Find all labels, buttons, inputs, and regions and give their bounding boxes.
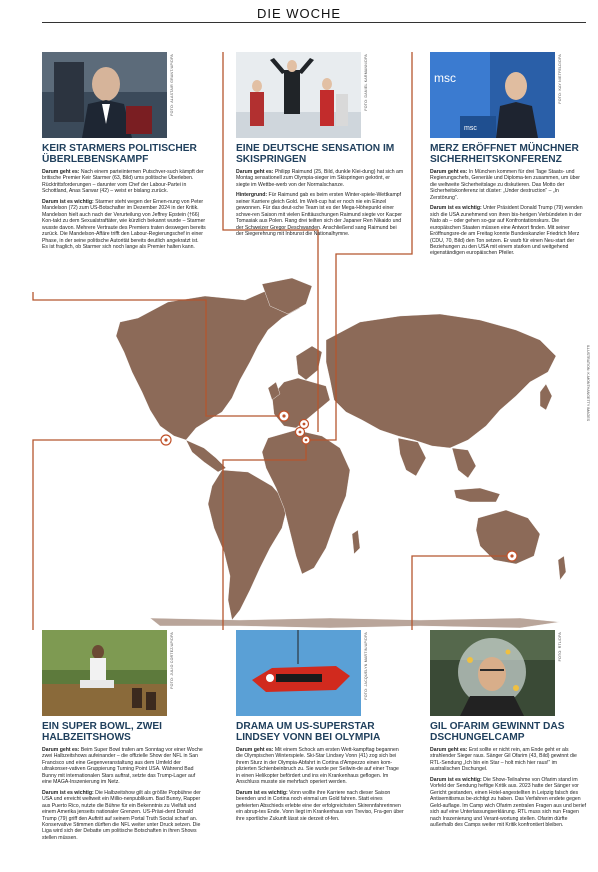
lead-label: Darum geht es: [42, 747, 80, 753]
photo-ofarim [430, 630, 555, 716]
article-skispringen [236, 52, 404, 242]
lead-label: Darum geht es: [236, 169, 274, 175]
page-title: DIE WOCHE [256, 6, 342, 21]
article-ofarim [430, 630, 586, 832]
body-text: In München kommen für drei Tage Staats- und Regierungschefs, Generäle und Diploma-ten zusammen, um über die weltweite Sicherheitslage zu diskutieren. Das Motto der Sicherheitskonferenz ist düster: „Under destruction“ – „In Zerstörung“. [430, 169, 581, 201]
photo-credit-skispringen: FOTO: DANIEL KARMANN/DPA [364, 54, 368, 111]
body-superbowl-1 [42, 747, 206, 786]
land-new-zealand [558, 556, 566, 580]
connector-superbowl [33, 440, 166, 630]
article-superbowl [42, 630, 206, 845]
headline-merz: MERZ ERÖFFNET MÜNCHNER SICHERHEITSKONFERENZ [430, 143, 579, 165]
lead-label: Hintergrund: [236, 192, 268, 199]
body-ofarim-1 [430, 747, 586, 773]
article-merz [430, 52, 586, 261]
body-text: Nach einem parteiinternen Putschver-such kämpft der britische Premier Keir Starmer (63, Bild) ums politische Überleben. Rücktrittsforderungen – darunter vom Chef der Labour-Partei in Schottland, Anas Sarwar (42) – weist er bislang zurück. [42, 169, 204, 195]
headline-starmer: KEIR STARMERS POLITISCHER ÜBERLEBENSKAMPF [42, 143, 197, 165]
photo-credit-merz: FOTO: KAY NIETFELD/DPA [558, 54, 562, 104]
lead-label: Darum geht es: [236, 747, 274, 753]
article-vonn [236, 630, 404, 826]
photo-credit-superbowl: FOTO: JULIO CORTEZ/AP/DPA [170, 632, 174, 689]
land-india [398, 438, 426, 476]
body-text: Für Raimund gab es beim ersten Winter-spiele-Wettkampf seiner Karriere gleich Gold. Im Welt-cup hat er noch nie ein Einzel gewonnen. Für das deut-sche Team ist es der Mega-Höhepunkt einer schwe-ren Saison mit vielen Enttäuschungen Raimund siegte vor Kacper Tomasiak aus Polen. Rang drei teilten sich der Japaner Ren Nikaido und der Schweizer Gregor Deschwanden. Anschließend sang Raimund bei der Siegerehrung mit Inbrunst die Nationalhymne. [236, 192, 403, 238]
body-merz-2 [430, 205, 586, 257]
body-text: Die Show-Teilnahme von Ofarim stand im Vorfeld der Sendung heftige Kritik aus. 2023 hatte der Sänger vor Gericht gestanden, einen Hotel-angestellten in Leipzig falsch des Antisemitismus be-zichtigt zu haben. Das Verfahren endete gegen Geld-auflage. Im Camp wich Ofarim zentralen Fragen aus und berief sich auf eine Unterlassungserklärung. RTL muss sich nun Fragen nach Inszenierung und Verant-wortung stellen. Ofarim dürfte außerhalb des Camps weiter mit Kritik konfrontiert bleiben. [430, 776, 587, 828]
headline-vonn: DRAMA UM US-SUPERSTAR LINDSEY VONN BEI OLYMPIA [236, 721, 381, 743]
land-north-america [116, 290, 300, 440]
photo-credit-ofarim: FOTO: RTL/DPA [558, 632, 562, 662]
photo-credit-starmer: FOTO: ALASTAIR GRANT/AP/DPA [170, 54, 174, 116]
lead-label: Darum ist es wichtig: [430, 776, 482, 783]
lead-label: Darum geht es: [430, 747, 468, 753]
headline-ofarim: GIL OFARIM GEWINNT DAS DSCHUNGELCAMP [430, 721, 565, 743]
photo-vonn [236, 630, 361, 716]
body-text: Mit einem Schock am ersten Wett-kampftag begannen die Olympischen Winterspiele. Ski-Star Lindsey Vonn (41) zog sich bei ihrem Sturz in der Olympia-Abfahrt in Cortina d'Ampezzo einen kom-plizierten Schienbeinbruch zu. Sie wurde per Seilwin-de auf einer Trage in einen Helikopter befördert und ins ein Krankenhaus geflogen. Im Anschluss musste sie mehrfach operiert werden. [236, 747, 399, 786]
land-south-america [208, 470, 288, 620]
body-text: Beim Super Bowl trafen am Sonntag vor einer Woche zwei Halbzeitshows aufeinander – die offizielle Show der NFL in San Francisco und eine Gegenveranstaltung aus dem Umfeld der ultrakonser-vativen Gruppierung Turning Point USA. Während Bad Bunny mit internationalen Stars auftrat, setzte das Trump-Lager auf eine MAGA-Inszenierung im Netz. [42, 747, 203, 786]
body-text: Philipp Raimund (25, Bild, dunkle Klei-dung) hat sich am Montag sensationell zum Olympia-sieger im Skispringen gekrönt, er siegte im Wettbe-werb von der Normalschanze. [236, 169, 404, 188]
land-japan [540, 384, 552, 410]
body-vonn-2 [236, 790, 404, 822]
body-text: Unter Präsident Donald Trump (79) wenden sich die USA zunehmend von ihren bis-herigen Verbündeten in der Nato ab – oder gehen so-gar auf Konfrontationskurs. Die europäischen Staaten müssen eine Antwort finden. Mit seiner Eröffnungsre-de am Freitag konnte Bundeskanzler Friedrich Merz (CDU, 70, Bild) den Ton setzen. Er warb für einen Neu-start der Beziehungen zu den USA mit einem starken und weitgehend eigenständigen europäischen Pfeiler. [430, 205, 583, 257]
land-asia [326, 314, 556, 448]
body-starmer-1 [42, 169, 206, 195]
svg-text:msc: msc [434, 71, 456, 85]
lead-label: Darum ist es wichtig: [42, 789, 94, 796]
lead-label: Darum ist es wichtig: [430, 205, 482, 212]
lead-label: Darum ist es wichtig: [236, 789, 288, 796]
lead-label: Darum geht es: [42, 169, 80, 175]
body-vonn-1 [236, 747, 404, 786]
headline-superbowl: EIN SUPER BOWL, ZWEI HALBZEITSHOWS [42, 721, 162, 743]
body-merz-1 [430, 169, 586, 201]
svg-text:msc: msc [464, 125, 477, 132]
illustration-credit: ILLUSTRATION: K-MONTHANGETTY IMAGES [586, 345, 590, 422]
body-text: Starmer steht wegen der Ernen-nung von Peter Mandelson (72) zum US-Botschafter im Dezember 2024 in der Kritik. Mandelson hielt auch nach der Verurteilung von Jeffrey Epstein (†66) Kon-takt zu dem Sexualstraftäter, wie kürzlich bekannt wurde – Starmer wusste davon. Mehrere Vertraute des Premiers traten deswegen bereits zurück. Die Mandelson-Affäre trifft den Labour-Regierungschef in einer Phase, in der seine politische Autorität bereits deutlich angekratzt ist. Es ist fraglich, ob Starmer sich noch lange als Premier halten kann. [42, 198, 206, 250]
photo-credit-vonn: FOTO: JACQUELYN MARTIN/AP/DPA [364, 632, 368, 700]
map-land [116, 278, 566, 628]
photo-skispringen [236, 52, 361, 138]
photo-superbowl [42, 630, 167, 716]
body-skispringen-1 [236, 169, 404, 188]
lead-label: Darum ist es wichtig: [42, 198, 94, 205]
body-ofarim-2 [430, 777, 586, 829]
land-madagascar [352, 530, 360, 554]
land-antarctica [150, 618, 560, 628]
photo-merz [430, 52, 555, 138]
headline-skispringen: EINE DEUTSCHE SENSATION IM SKISPRINGEN [236, 143, 395, 165]
body-superbowl-2 [42, 790, 206, 842]
photo-starmer [42, 52, 167, 138]
body-text: Vonn wollte ihre Karriere nach dieser Saison beenden und in Cortina noch einmal um Gold fahren. Statt eines gefeierten Abschieds erlebte eine der erfolgreichsten Skirennfahrerinnen ein abrup-tes Ende. Vonn liegt im Krankenhaus von Treviso, Fra-gen über ihre sportliche Zukunft lässt sie derzeit of-fen. [236, 789, 404, 822]
land-southeast-asia [452, 448, 476, 478]
body-text: Die Halbzeitshow gilt als größte Popbühne der USA und erreicht weltweit ein Millio-nenpublikum. Bad Bunny, Rapper aus Puerto Rico, nutzte die Bühne für ein Bekenntnis zu Vielfalt und einem Amerika jenseits nationaler Grenzen. US-Präsi-dent Donald Trump (79) griff den Auftritt auf seinem Portal Truth Social scharf an. Konservative Stimmen dürften die NFL weiter unter Druck setzen. Die Liga wird sich der Debatte um politische Botschaften in ihren Shows stellen müssen. [42, 789, 201, 841]
lead-label: Darum geht es: [430, 169, 468, 175]
land-indonesia [454, 488, 500, 502]
body-starmer-2 [42, 199, 206, 251]
body-skispringen-2 [236, 192, 404, 237]
article-starmer [42, 52, 206, 254]
body-text: Erst sollte er nicht rein, am Ende geht er als strahlender Sieger raus. Sänger Gil Ofarim (43, Bild) gewinnt die RTL-Sendung „Ich bin ein Star – holt mich hier raus!“ im australischen Dschungel. [430, 747, 577, 773]
land-central-america [186, 440, 226, 472]
